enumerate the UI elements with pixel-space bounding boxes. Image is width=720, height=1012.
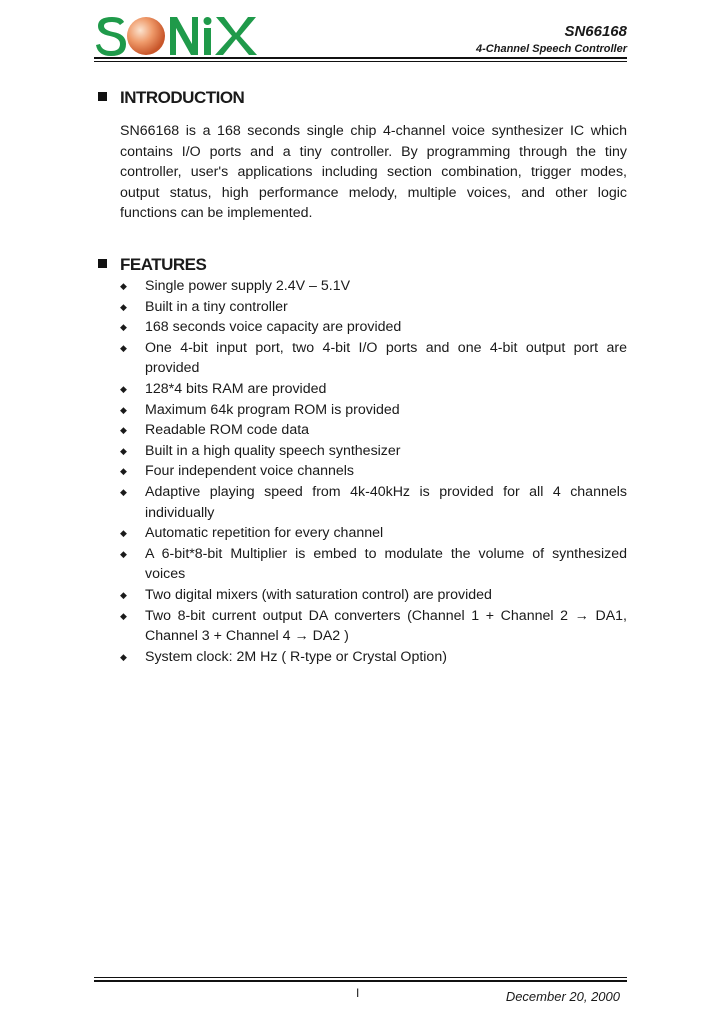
diamond-bullet-icon: ◆ [120,281,127,291]
feature-item: ◆ 168 seconds voice capacity are provided [120,317,627,338]
feature-item: ◆ Adaptive playing speed from 4k-40kHz is provided for all 4 channels individually [120,483,627,521]
diamond-bullet-icon: ◆ [120,342,127,353]
introduction-paragraph: SN66168 is a 168 seconds single chip 4-channel voice synthesizer IC which contains I/O ports and a tiny controller. By programming through the tiny controller, user's applications including section combination, trigger modes, output status, high performance melody, multiple voices, and other logic functions can be implemented. [120,123,627,222]
header-rule-thin [94,61,627,62]
header-rule [94,57,627,59]
features-list [120,276,627,667]
feature-item: ◆ Maximum 64k program ROM is provided [120,400,627,421]
feature-item: ◆ 128*4 bits RAM are provided [120,379,627,400]
diamond-bullet-icon: ◆ [120,486,127,497]
introduction-title: INTRODUCTION [120,88,245,107]
diamond-bullet-icon: ◆ [120,589,127,600]
footer-rule [94,980,627,982]
feature-item: ◆ Readable ROM code data [120,420,627,441]
feature-item: ◆ Built in a tiny controller [120,297,627,318]
features-heading [98,255,206,275]
diamond-bullet-icon: ◆ [120,445,127,456]
features-title: FEATURES [120,255,207,274]
feature-item: ◆ Four independent voice channels [120,461,627,482]
diamond-bullet-icon: ◆ [120,610,127,621]
document-date: December 20, 2000 [505,989,620,1004]
diamond-bullet-icon: ◆ [120,301,127,312]
diamond-bullet-icon: ◆ [120,651,127,662]
introduction-heading [98,88,244,108]
feature-item: ◆ Built in a high quality speech synthesizer [120,441,627,462]
diamond-bullet-icon: ◆ [120,528,127,539]
diamond-bullet-icon: ◆ [120,404,127,415]
feature-item: ◆ A 6-bit*8-bit Multiplier is embed to modulate the volume of synthesized voices [120,545,627,583]
feature-item: ◆ System clock: 2M Hz ( R-type or Crystal Option) [120,647,627,668]
feature-item: ◆ One 4-bit input port, two 4-bit I/O ports and one 4-bit output port are provided [120,339,627,377]
diamond-bullet-icon: ◆ [120,383,127,394]
feature-item: ◆ Single power supply 2.4V – 5.1V [120,276,627,297]
footer-rule-thin [94,977,627,978]
diamond-bullet-icon: ◆ [120,548,127,559]
part-number: SN66168 [564,23,627,40]
sonix-logo [94,14,260,58]
document-subtitle: 4-Channel Speech Controller [476,43,627,55]
diamond-bullet-icon: ◆ [120,466,127,477]
feature-item: ◆ Automatic repetition for every channel [120,523,627,544]
feature-item: ◆ Two digital mixers (with saturation control) are provided [120,585,627,606]
square-bullet-icon [98,92,107,101]
diamond-bullet-icon: ◆ [120,425,127,436]
square-bullet-icon [98,259,107,268]
page-number: I [356,986,360,1000]
diamond-bullet-icon: ◆ [120,322,127,333]
feature-item: ◆ Two 8-bit current output DA converters (Channel 1 + Channel 2 → DA1, Channel 3 + Channel 4 → DA2 ) [120,607,627,645]
